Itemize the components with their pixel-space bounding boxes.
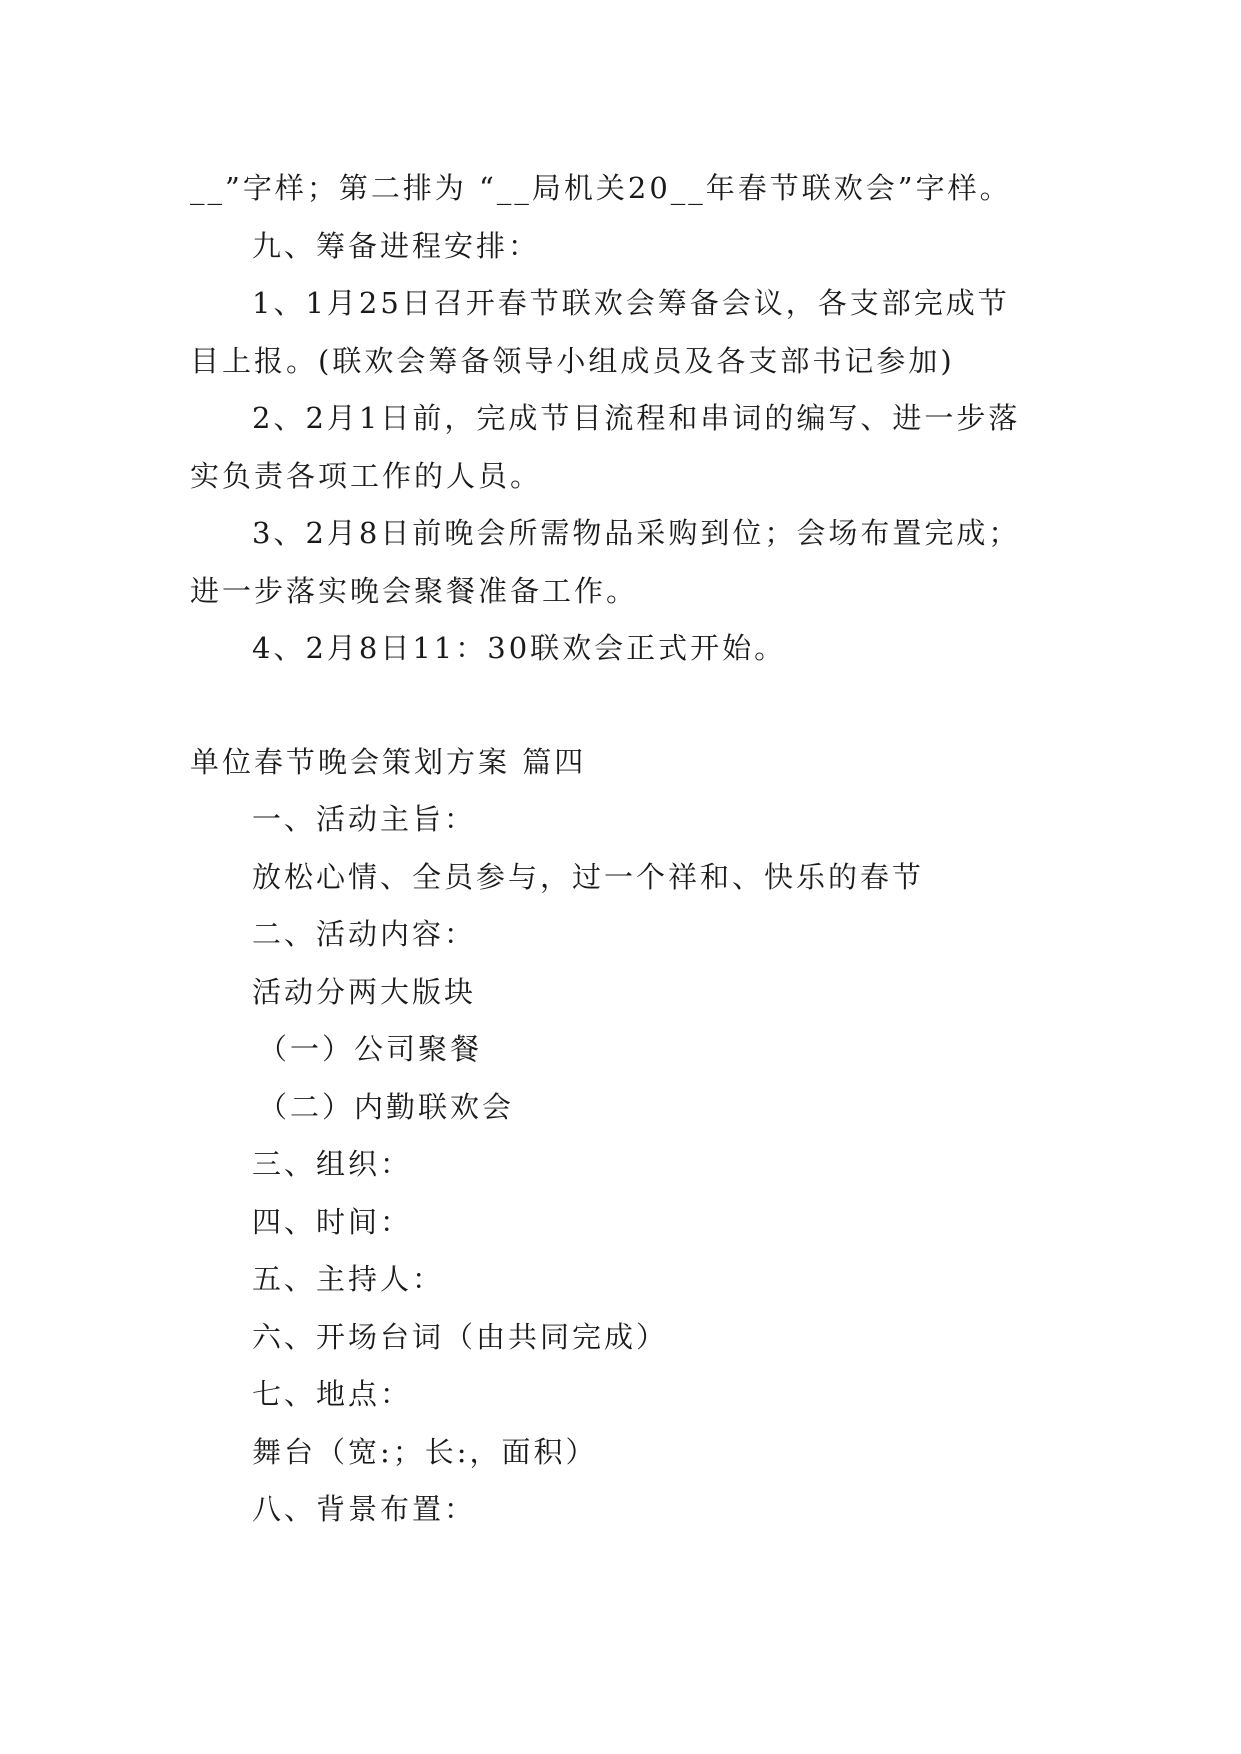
heading-organization: 三、组织：: [252, 1147, 413, 1181]
schedule-item-4: 4、2月8日11：30联欢会正式开始。: [252, 631, 787, 665]
schedule-item-3: 3、2月8日前晚会所需物品采购到位；会场布置完成；: [252, 516, 1021, 550]
heading-activity-content: 二、活动内容：: [252, 917, 477, 951]
heading-background-layout: 八、背景布置：: [252, 1492, 477, 1526]
schedule-item-1-cont: 目上报。(联欢会筹备领导小组成员及各支部书记参加): [190, 344, 955, 378]
activity-purpose-text: 放松心情、全员参与，过一个祥和、快乐的春节: [252, 860, 925, 894]
section-title: 单位春节晚会策划方案 篇四: [190, 745, 587, 779]
schedule-item-2-cont: 实负责各项工作的人员。: [190, 459, 543, 493]
stage-dimensions-text: 舞台（宽:；长:，面积）: [252, 1435, 598, 1469]
schedule-item-1: 1、1月25日召开春节联欢会筹备会议，各支部完成节: [252, 286, 1010, 320]
heading-activity-purpose: 一、活动主旨：: [252, 802, 477, 836]
heading-opening-lines: 六、开场台词（由共同完成）: [252, 1320, 669, 1354]
schedule-item-2: 2、2月1日前，完成节目流程和串词的编写、进一步落: [252, 401, 1021, 435]
schedule-item-3-cont: 进一步落实晚会聚餐准备工作。: [190, 574, 639, 608]
heading-preparation-schedule: 九、筹备进程安排：: [252, 229, 541, 263]
activity-part-1: （一）公司聚餐: [258, 1032, 483, 1066]
activity-part-2: （二）内勤联欢会: [258, 1090, 515, 1124]
text-line-title-rows: __”字样；第二排为 “__局机关20__年春节联欢会”字样。: [190, 171, 1012, 205]
heading-time: 四、时间：: [252, 1205, 413, 1239]
heading-location: 七、地点：: [252, 1377, 413, 1411]
heading-host: 五、主持人：: [252, 1262, 445, 1296]
activity-content-text: 活动分两大版块: [252, 975, 477, 1009]
